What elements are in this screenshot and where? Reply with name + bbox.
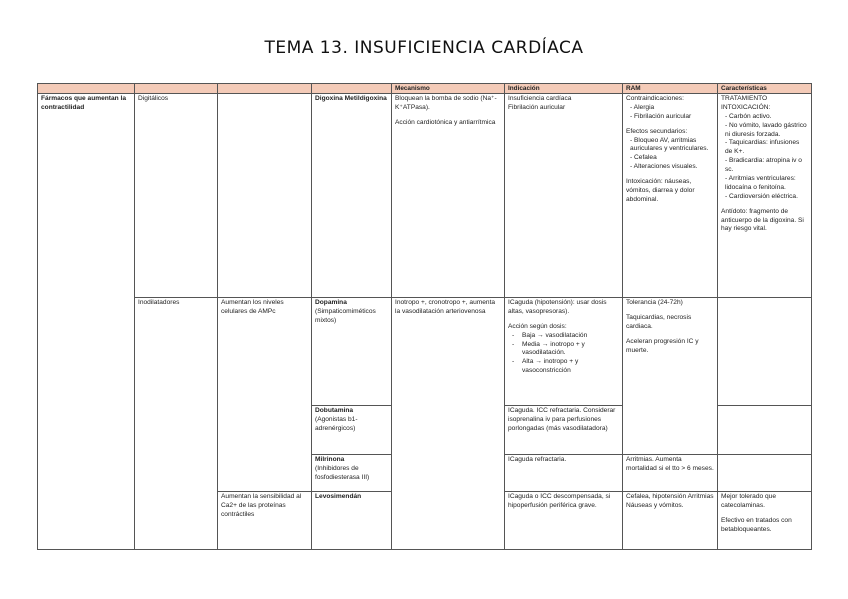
ram-levosimendan: Cefalea, hipotensión Arritmias Náuseas y vómitos. — [623, 492, 718, 550]
indicacion-milrinona: ICaguda refractaria. — [505, 455, 623, 492]
text: Intoxicación: náuseas, vómitos, diarrea y dolor abdominal. — [626, 178, 695, 203]
ram-dopamina — [623, 298, 718, 455]
text: Mejor tolerado que catecolaminas. — [721, 493, 776, 509]
text: Taquicardias, necrosis cardiaca. — [626, 313, 692, 330]
list-item: - Carbón activo. — [725, 113, 808, 122]
text: Aceleran progresión IC y muerte. — [626, 337, 699, 354]
header-cell — [312, 84, 392, 94]
drug-dopamina — [312, 298, 392, 406]
text: (Inhibidores de fosfodiesterasa III) — [315, 464, 370, 481]
header-caracteristicas: Características — [718, 84, 812, 94]
list-item: - Baja → vasodilatación — [522, 332, 619, 341]
drug-name: Dobutamina — [315, 407, 354, 414]
text: Tolerancia (24-72h) — [626, 299, 683, 306]
text: Bloquean la bomba de sodio (Na⁺-K⁺ATPasa). — [395, 95, 497, 111]
text: Acción cardiotónica y antiarrítmica — [395, 118, 496, 126]
drug-levosimendan: Levosimendán — [312, 492, 392, 550]
drug-milrinona — [312, 455, 392, 492]
drug-digoxina: Digoxina Metildigoxina — [312, 94, 392, 298]
indicacion-dobutamina: ICaguda. ICC refractaria. Considerar isoprenalina iv para perfusiones porlongadas (más vasodilatadora) — [505, 406, 623, 455]
indicacion-levosimendan: ICaguda o ICC descompensada, si hipoperfusión periférica grave. — [505, 492, 623, 550]
list-item: - Fibrilación auricular — [630, 113, 714, 122]
header-cell — [38, 84, 135, 94]
drug-table — [37, 83, 812, 550]
text: Acción según dosis: — [508, 322, 567, 330]
class-digitalicos: Digitálicos — [135, 94, 218, 298]
drug-name: Milrinona — [315, 456, 345, 463]
header-ram: RAM — [623, 84, 718, 94]
list-item: - Cardioversión eléctrica. — [725, 193, 808, 202]
group-label: Fármacos que aumentan la contractilidad — [38, 94, 135, 550]
header-mecanismo: Mecanismo — [392, 84, 505, 94]
list-item: - Taquicardias: infusiones de K+. — [725, 139, 808, 157]
page-title: TEMA 13. INSUFICIENCIA CARDÍACA — [264, 38, 584, 58]
ram-milrinona: Arritmias. Aumenta mortalidad si el tto > 6 meses. — [623, 455, 718, 492]
indicacion-digitalicos — [505, 94, 623, 298]
header-cell — [135, 84, 218, 94]
text: Efectivo en tratados con betabloqueantes. — [721, 516, 792, 533]
subclass-calcio: Aumentan la sensibilidad al Ca2+ de las proteínas contráctiles — [218, 492, 312, 550]
mecanismo-digitalicos — [392, 94, 505, 298]
subclass-empty — [218, 94, 312, 298]
text: Fibrilación auricular — [508, 103, 566, 111]
list-item: - No vómito, lavado gástrico ni diuresis forzada. — [725, 122, 808, 140]
text: (Agonistas b1-adrenérgicos) — [315, 415, 358, 432]
subclass-ampc: Aumentan los niveles celulares de AMPc — [218, 298, 312, 492]
list-item: - Alteraciones visuales. — [630, 163, 714, 172]
class-inodilatadores: Inodilatadores — [135, 298, 218, 550]
ram-digitalicos — [623, 94, 718, 298]
header-cell — [218, 84, 312, 94]
table-header-row — [38, 84, 812, 94]
list-item: - Media → inotropo + y vasodilatación. — [522, 341, 619, 359]
list-item: - Alergia — [630, 104, 714, 113]
list-item: - Alta → inotropo + y vasoconstricción — [522, 358, 619, 376]
text: Insuficiencia cardíaca — [508, 95, 572, 102]
caract-digitalicos — [718, 94, 812, 298]
text: TRATAMIENTO INTOXICACIÓN: — [721, 95, 771, 111]
list-item: - Bradicardia: atropina iv o sc. — [725, 157, 808, 175]
text: ICaguda (hipotensión): usar dosis altas, vasopresoras). — [508, 299, 607, 315]
mecanismo-inodilatadores: Inotropo +, cronotropo +, aumenta la vasodilatación arteriovenosa — [392, 298, 505, 550]
caract-dobutamina — [718, 406, 812, 455]
text: Antídoto: fragmento de anticuerpo de la digoxina. Si hay riesgo vital. — [721, 207, 804, 233]
indicacion-dopamina — [505, 298, 623, 406]
header-indicacion: Indicación — [505, 84, 623, 94]
text: Efectos secundarios: — [626, 127, 688, 135]
drug-dobutamina — [312, 406, 392, 455]
text: (Simpaticomiméticos mixtos) — [315, 307, 376, 324]
caract-levosimendan — [718, 492, 812, 550]
drug-name: Dopamina — [315, 299, 347, 306]
list-item: - Cefalea — [630, 154, 714, 163]
caract-milrinona — [718, 455, 812, 492]
text: Contraindicaciones: — [626, 95, 684, 102]
table-row-digitalicos — [38, 94, 812, 298]
caract-dopamina — [718, 298, 812, 406]
list-item: - Bloqueo AV, arritmias auriculares y ventriculares. — [630, 137, 714, 155]
table-row-dopamina — [38, 298, 812, 406]
list-item: - Arritmias ventriculares: lidocaína o fenitoína. — [725, 175, 808, 193]
